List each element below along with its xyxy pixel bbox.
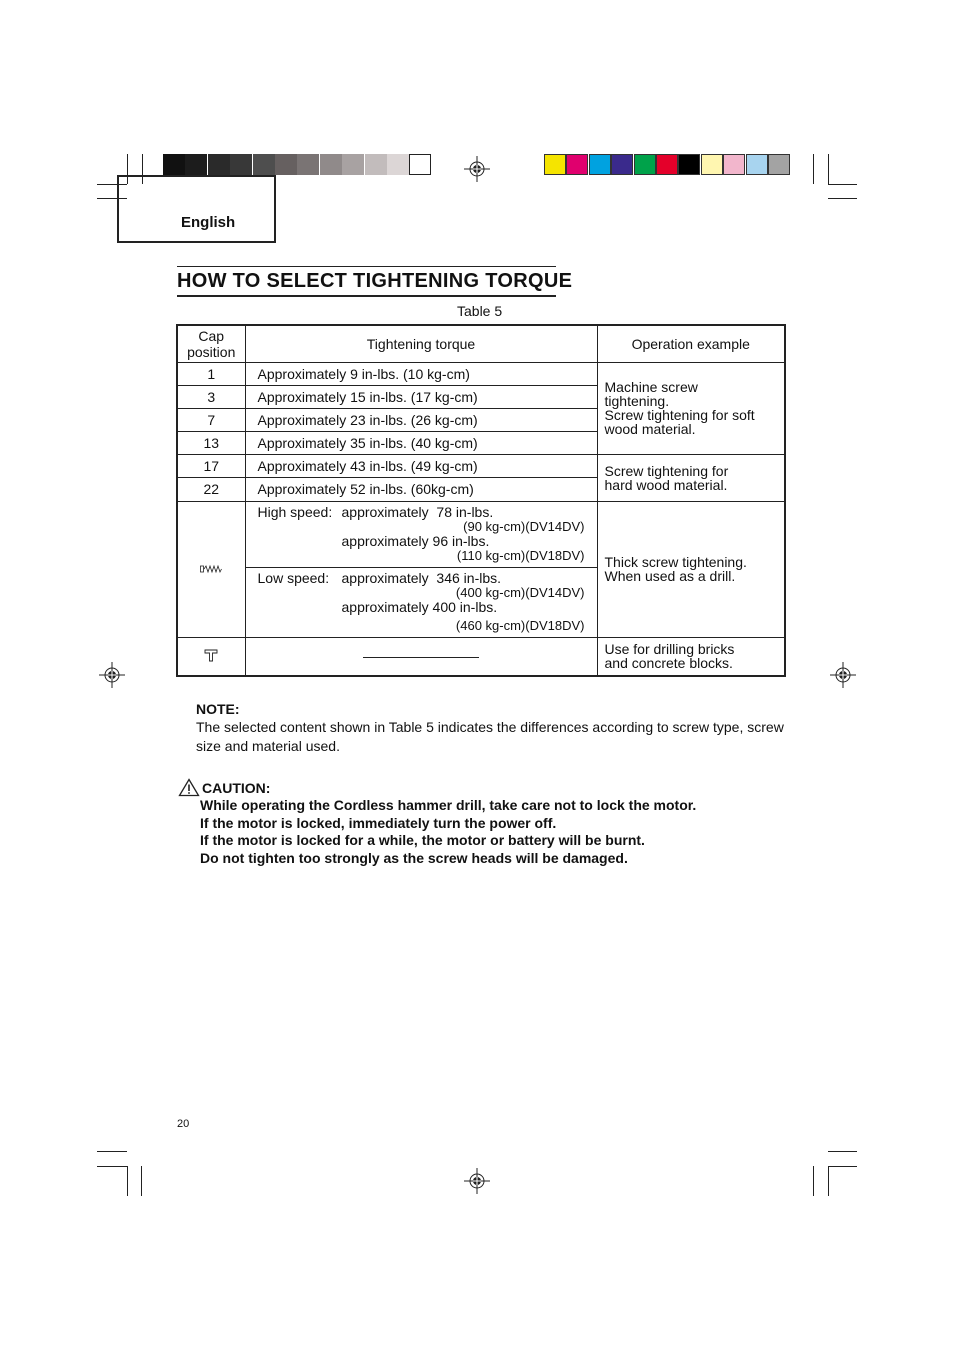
operation-text: hard wood material. [604, 476, 728, 493]
caution-line: If the motor is locked for a while, the motor or battery will be burnt. [200, 832, 645, 848]
high-speed-value-2: approximately 96 in-lbs. [341, 532, 490, 549]
gray-swatch [320, 154, 342, 175]
caution-line: If the motor is locked, immediately turn the power off. [200, 815, 557, 831]
table-caption: Table 5 [457, 303, 503, 319]
registration-mark-icon [830, 662, 856, 688]
gray-swatch [297, 154, 319, 175]
high-speed-torque-cell [245, 501, 597, 567]
caution-heading-row [178, 778, 270, 797]
page-number: 20 [177, 1118, 190, 1130]
operation-text: and concrete blocks. [604, 655, 733, 672]
gray-swatch [409, 154, 431, 175]
low-speed-torque-cell [245, 567, 597, 637]
high-speed-sub-1: (90 kg-cm)(DV14DV) [463, 518, 585, 534]
gray-swatch [208, 154, 230, 175]
operation-text: wood material. [604, 421, 696, 437]
header-cap-position [177, 325, 245, 362]
operation-bricks-cell [597, 637, 785, 676]
color-swatch [566, 154, 588, 175]
table-row-hammer [177, 637, 785, 676]
torque-cell: Approximately 9 in-lbs. (10 kg-cm) [245, 362, 597, 385]
gray-swatch [387, 154, 409, 175]
cap-cell: 3 [177, 385, 245, 408]
torque-cell: Approximately 43 in-lbs. (49 kg-cm) [245, 454, 597, 477]
gray-swatch [230, 154, 252, 175]
gray-swatch [185, 154, 207, 175]
cap-cell: 17 [177, 454, 245, 477]
operation-text: tightening. [604, 393, 670, 409]
torque-cell: Approximately 23 in-lbs. (26 kg-cm) [245, 408, 597, 431]
operation-text: Use for drilling bricks [604, 641, 735, 658]
page-title: HOW TO SELECT TIGHTENING TORQUE [177, 266, 556, 297]
note-heading: NOTE: [196, 701, 240, 717]
registration-mark-icon [464, 156, 490, 182]
header-tightening-torque: Tightening torque [245, 325, 597, 362]
note-text: The selected content shown in Table 5 indicates the differences according to screw type, screw size and material used. [196, 719, 784, 754]
hammer-torque-cell [245, 637, 597, 676]
color-swatch [589, 154, 611, 175]
color-swatch [701, 154, 723, 175]
color-swatch [634, 154, 656, 175]
table-row [177, 362, 785, 385]
hammer-mode-icon [204, 648, 218, 662]
low-speed-value-2: approximately 400 in-lbs. [341, 598, 498, 615]
gray-swatch [275, 154, 297, 175]
registration-mark-icon [99, 662, 125, 688]
low-speed-label: Low speed: [257, 569, 330, 586]
color-swatch [746, 154, 768, 175]
operation-machine-screw-cell [597, 362, 785, 454]
color-swatch [723, 154, 745, 175]
cap-cell: 13 [177, 431, 245, 454]
operation-text: Screw tightening for [604, 462, 729, 479]
operation-text: Screw tightening for soft [604, 407, 755, 423]
caution-line: While operating the Cordless hammer drill, take care not to lock the motor. [200, 797, 697, 813]
operation-text: When used as a drill. [604, 568, 736, 584]
operation-text: Machine screw [604, 379, 698, 395]
cap-cell: 22 [177, 477, 245, 501]
header-cap-position-label: Cap position [187, 327, 236, 360]
low-speed-sub-2: (460 kg-cm)(DV18DV) [455, 617, 585, 633]
high-speed-label: High speed: [257, 503, 333, 520]
color-swatch [656, 154, 678, 175]
color-swatch [611, 154, 633, 175]
warning-triangle-icon [178, 778, 200, 797]
language-label: English [181, 214, 236, 231]
cap-cell: 7 [177, 408, 245, 431]
low-speed-value-1: approximately 346 in-lbs. [341, 569, 502, 586]
cap-cell: 1 [177, 362, 245, 385]
drill-mode-cell [177, 501, 245, 637]
registration-mark-icon [464, 1168, 490, 1194]
tightening-torque-table [176, 324, 786, 677]
table-row-high-speed [177, 501, 785, 567]
color-swatch [768, 154, 790, 175]
operation-hard-wood-cell [597, 454, 785, 501]
torque-cell: Approximately 15 in-lbs. (17 kg-cm) [245, 385, 597, 408]
low-speed-sub-1: (400 kg-cm)(DV14DV) [455, 584, 585, 600]
color-swatch [544, 154, 566, 175]
torque-cell: Approximately 35 in-lbs. (40 kg-cm) [245, 431, 597, 454]
color-swatch [678, 154, 700, 175]
hammer-mode-cell [177, 637, 245, 676]
gray-swatch [342, 154, 364, 175]
caution-line: Do not tighten too strongly as the screw heads will be damaged. [200, 850, 628, 866]
torque-cell: Approximately 52 in-lbs. (60kg-cm) [245, 477, 597, 501]
gray-swatch [253, 154, 275, 175]
gray-swatch [365, 154, 387, 175]
operation-text: Thick screw tightening. [604, 554, 747, 570]
table-header-row [177, 325, 785, 362]
not-applicable-line [363, 657, 479, 658]
caution-heading: CAUTION: [202, 779, 271, 796]
language-tab [117, 175, 276, 243]
table-row [177, 454, 785, 477]
header-operation-example: Operation example [597, 325, 785, 362]
high-speed-sub-2: (110 kg-cm)(DV18DV) [456, 547, 585, 563]
operation-thick-screw-cell [597, 501, 785, 637]
gray-swatch [163, 154, 185, 175]
drill-mode-icon [200, 564, 222, 574]
high-speed-value-1: approximately 78 in-lbs. [341, 503, 494, 520]
